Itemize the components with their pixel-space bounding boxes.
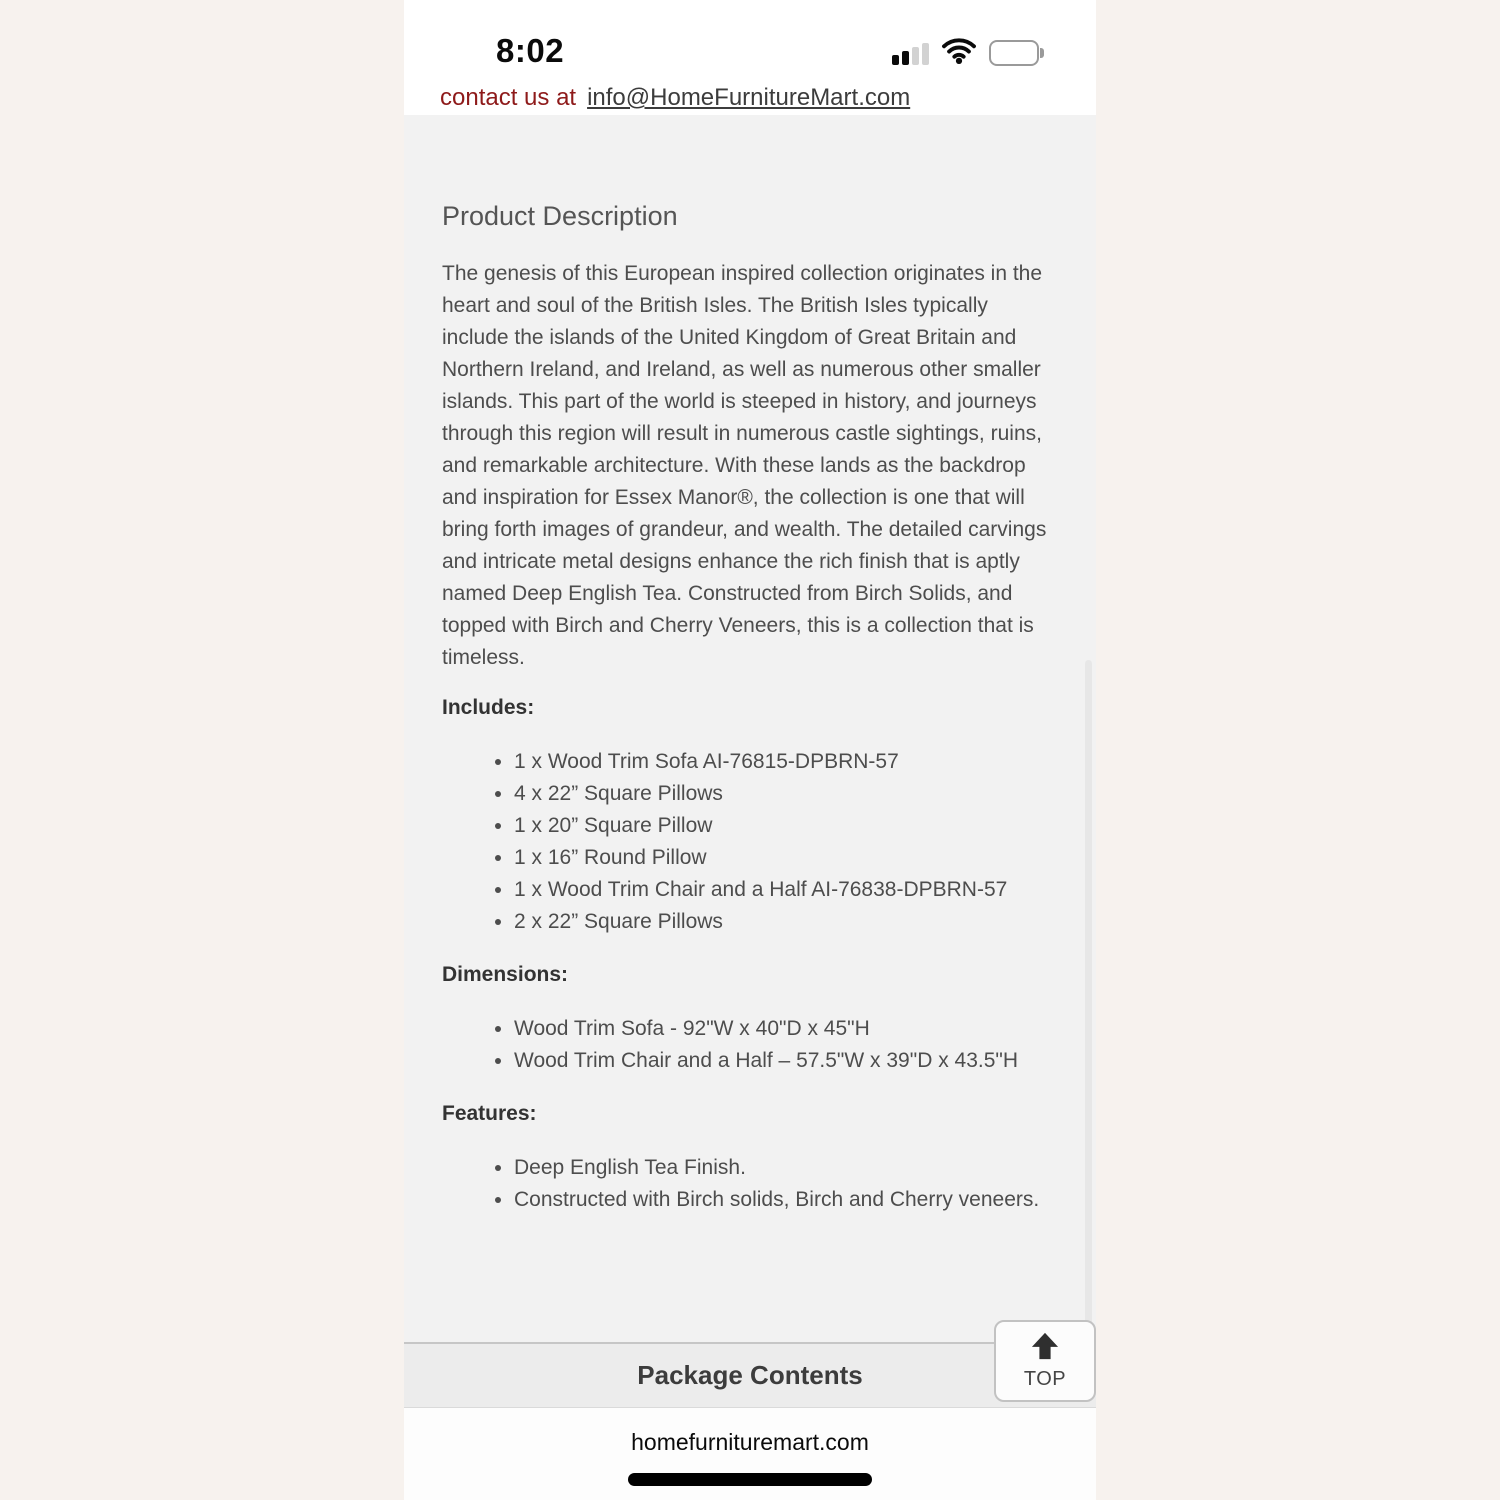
list-item: • 1 x Wood Trim Chair and a Half AI-76838-DPBRN-57 (514, 874, 1060, 906)
address-bar[interactable]: homefurnituremart.com (631, 1429, 869, 1455)
battery-icon (989, 40, 1044, 66)
status-time: 8:02 (496, 32, 565, 69)
list-item: • 2 x 22” Square Pillows (514, 906, 1060, 938)
list-item: • Deep English Tea Finish. (514, 1152, 1060, 1184)
home-indicator[interactable] (628, 1473, 872, 1486)
arrow-up-icon (1029, 1332, 1061, 1365)
dimensions-list (440, 1013, 1060, 1077)
wifi-icon (941, 37, 977, 69)
features-list (440, 1152, 1060, 1216)
list-item: • Wood Trim Chair and a Half – 57.5"W x 39"D x 43.5"H (514, 1045, 1060, 1077)
contact-email-link[interactable]: info@HomeFurnitureMart.com (587, 84, 911, 111)
includes-heading: Includes: (442, 696, 535, 719)
list-item: • Constructed with Birch solids, Birch and Cherry veneers. (514, 1184, 1060, 1216)
dimensions-heading: Dimensions: (442, 963, 569, 986)
product-description-panel (404, 115, 1096, 1342)
status-icons (892, 33, 1044, 69)
includes-list (440, 746, 1060, 938)
contact-notice-strip (404, 84, 1096, 115)
cellular-signal-icon (892, 42, 929, 65)
package-contents-bar (404, 1342, 1096, 1408)
top-button-label: TOP (1023, 1367, 1067, 1390)
package-contents-header: Package Contents (637, 1360, 863, 1390)
browser-bottom-bar (404, 1408, 1096, 1500)
back-to-top-button[interactable] (994, 1320, 1096, 1402)
product-description-heading: Product Description (442, 201, 678, 231)
list-item: • 4 x 22” Square Pillows (514, 778, 1060, 810)
features-heading: Features: (442, 1102, 537, 1125)
list-item: • 1 x 20” Square Pillow (514, 810, 1060, 842)
product-description-text: The genesis of this European inspired collection originates in the heart and soul of the British Isles. The British Isles typically include the islands of the United Kingdom of Great Britain and Northern Ireland, and Ireland, as well as numerous other smaller islands. This part of the world is steeped in history, and journeys through this region will result in numerous castle sightings, ruins, and remarkable architecture. With these lands as the backdrop and inspiration for Essex Manor®, the collection is one that will bring forth images of grandeur, and wealth. The detailed carvings and intricate metal designs enhance the rich finish that is aptly named Deep English Tea. Constructed from Birch Solids, and topped with Birch and Cherry Veneers, this is a collection that is timeless. (442, 262, 1047, 669)
list-item: • Wood Trim Sofa - 92"W x 40"D x 45"H (514, 1013, 1060, 1045)
phone-screenshot (404, 0, 1096, 1500)
page-scrollbar[interactable] (1085, 660, 1092, 1350)
list-item: • 1 x Wood Trim Sofa AI-76815-DPBRN-57 (514, 746, 1060, 778)
contact-notice-text: contact us at (440, 84, 577, 111)
list-item: • 1 x 16” Round Pillow (514, 842, 1060, 874)
